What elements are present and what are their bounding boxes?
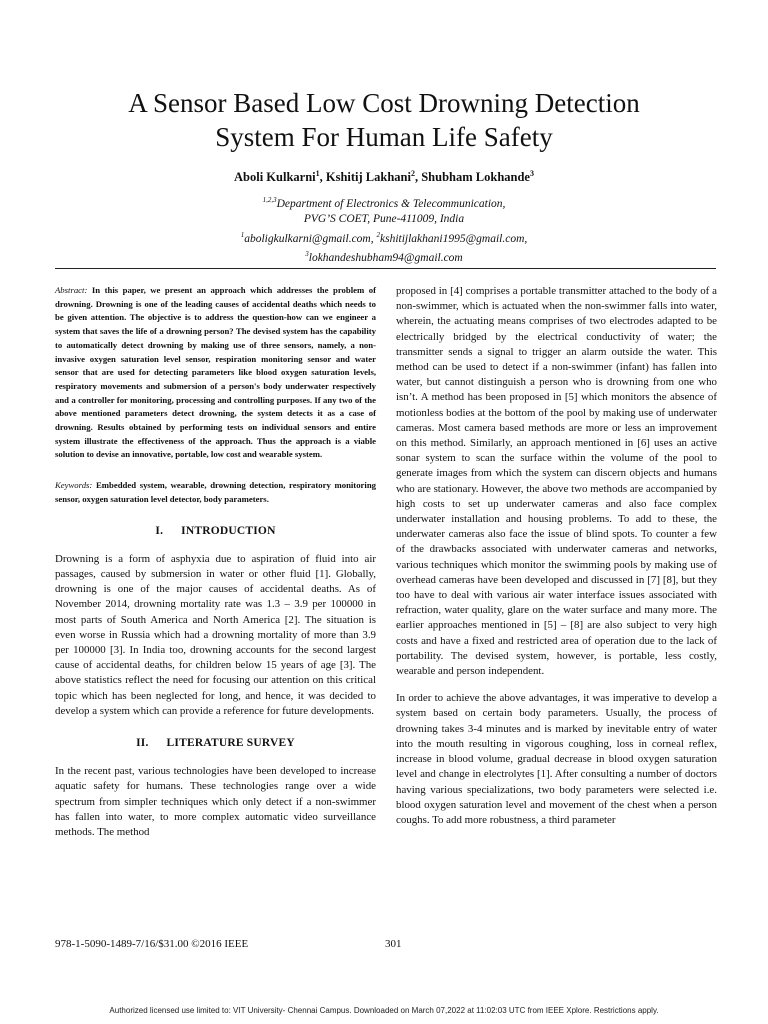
author-sup: 3 [529,169,534,178]
literature-paragraph-continued: proposed in [4] comprises a portable transmitter attached to the body of a non-swimmer, which is actuated when the non-swimmer falls into water, wherein, the actuating means comprises of two electrodes adapted to be electrically bridged by the electrical conductivity of water; the transmitter sends a signal to trigger an alarm outside the water. This method can be used to detect if a non-swimmer (infant) has fallen into water, but cannot distinguish a person who is drowning from one who isn’t. A method has been proposed in [5] which monitors the absence of motionless bodies at the bottom of the pool by making use of underwater cameras. Most camera based methods are more or less an improvement on this method. Similarly, an approach mentioned in [6] uses an active sonar system to scan the surface within the volume of the pool to generate images from which the system can discern objects and humans who are stationary. However, the above two methods are accompanied by high costs to set up underwater cameras and also face complex underwater installation and housing problems. To add to these, the underwater cameras also face the issue of blind spots. To counter a few of the drawbacks associated with underwater cameras and networks, various techniques which monitor the swimming pools by making use of overhead cameras have been developed and discussed in [7] [8], but they too have to deal with various air water interface issues associated with refraction, water quality, glare on the water surface and many more. The earlier approaches mentioned in [5] – [8] are also subject to very high costs and have a fixed and restricted area of operation due to the lack of portability. The devised system, however, is portable, less costly, wearable and person independent. [396,285,717,678]
author-list: Aboli Kulkarni$^1$, Kshitij Lakhani$^2$, Shubham Lokhande$^3$ [234,169,534,185]
email-1[interactable]: aboligkulkarni@gmail.com, [244,232,377,245]
affil-institution: PVG’S COET, Pune-411009, India [303,213,465,226]
email-2[interactable]: kshitijlakhani1995@gmail.com, [379,232,528,245]
section-heading-introduction [55,524,376,539]
literature-paragraph: In the recent past, various technologies have been developed to increase aquatic safety for humans. These technologies range over a wide spectrum from simpler techniques which only detect if a non-swimmer has fallen into water, to more complex automatic video surveillance methods. The method [55,765,376,838]
abstract-text: In this paper, we present an approach which addresses the problem of drowning. Drowning is one of the leading causes of accidental deaths which needs to be given attention. The objective is to address the question-how can we engineer a system that saves the life of a drowning person? The devised system has the capability to automatically detect drowning by making use of three sensors, namely, a non-invasive oxygen saturation level sensor, respiration monitoring sensor and water sensor that are used for detecting parameters like blood oxygen saturation levels, respiratory movements and submersion of a person's body underwater respectively and a controller for monitoring, processing and controlling purposes. If any two of the above mentioned parameters detect drowning, the system detects it as a case of drowning. Results obtained by performing tests on individual sensors and entire system illustrate the effectiveness of the approach. Thus the approach is a viable solution to devise an innovative, portable, low cost and wearable system. [55,285,376,460]
section-title: INTRODUCTION [181,524,276,537]
introduction-paragraph: Drowning is a form of asphyxia due to aspiration of fluid into air passages, caused by submersion in water or other fluid [1]. Globally, drowning is one of the major causes of accidental deaths. As of November 2014, drowning mortality rate was 1.3 – 3.9 per 100000 in most parts of South America and North America [2]. The situation is even worse in Russia which had a drowning mortality of more than 3.9 per 100000 [3]. In India too, drowning accounts for the second largest cause of accidental deaths, for children below 15 years of age [3]. The above statistics reflect the need for focusing our attention on this critical topic which has been neglected for long, and hence, it was decided to develop a system which can provide a reference for future developments. [55,552,376,717]
email-3[interactable]: lokhandeshubham94@gmail.com [308,251,463,264]
author-name: Kshitij Lakhani [325,170,411,185]
page-number: 301 [385,938,402,950]
author-name: Aboli Kulkarni [234,170,316,185]
right-column [396,284,717,828]
author-sup: 2 [410,169,415,178]
section-heading-literature-survey [55,736,376,751]
abstract-label: Abstract: [55,285,88,295]
affiliation-block [40,193,728,266]
email-sup: 3 [305,250,309,259]
keywords [55,479,376,506]
license-notice: Authorized licensed use limited to: VIT University- Chennai Campus. Downloaded on March 07,2022 at 11:02:03 UTC from IEEE Xplore. Restrictions apply. [109,1006,659,1015]
author-sup: 1 [315,169,320,178]
header-divider [55,268,716,269]
abstract [55,284,376,462]
title-line-1: A Sensor Based Low Cost Drowning Detection [128,88,640,118]
left-column [55,284,376,840]
title-line-2: System For Human Life Safety [215,122,553,152]
keywords-text: Embedded system, wearable, drowning detection, respiratory monitoring sensor, oxygen saturation level detector, body parameters. [55,480,376,504]
keywords-label: Keywords: [55,480,93,491]
affil-dept: Department of Electronics & Telecommunication, [276,197,506,210]
email-sup: 1 [240,230,245,239]
section-title: LITERATURE SURVEY [166,736,295,749]
section-number: II. [136,736,149,749]
paper-title [40,86,728,154]
author-name: Shubham Lokhande [421,170,530,185]
email-sup: 2 [376,230,380,239]
section-number: I. [155,524,164,537]
footer-isbn: 978-1-5090-1489-7/16/$31.00 ©2016 IEEE [55,938,249,950]
literature-paragraph-2: In order to achieve the above advantages, it was imperative to develop a system based on certain body parameters. Usually, the process of drowning takes 3-4 minutes and is marked by inevitable entry of water into the mouth resulting in vigorous coughing, loss in corneal reflex, increase in blood volume, gradual decrease in blood oxygen saturation level and change in electrolytes [1]. After consulting a number of doctors having various specializations, two body parameters were selected i.e. blood oxygen saturation level and movement of the chest when a person coughs. To add more robustness, a third parameter [396,692,717,826]
affil-sup: 1,2,3 [262,196,277,204]
